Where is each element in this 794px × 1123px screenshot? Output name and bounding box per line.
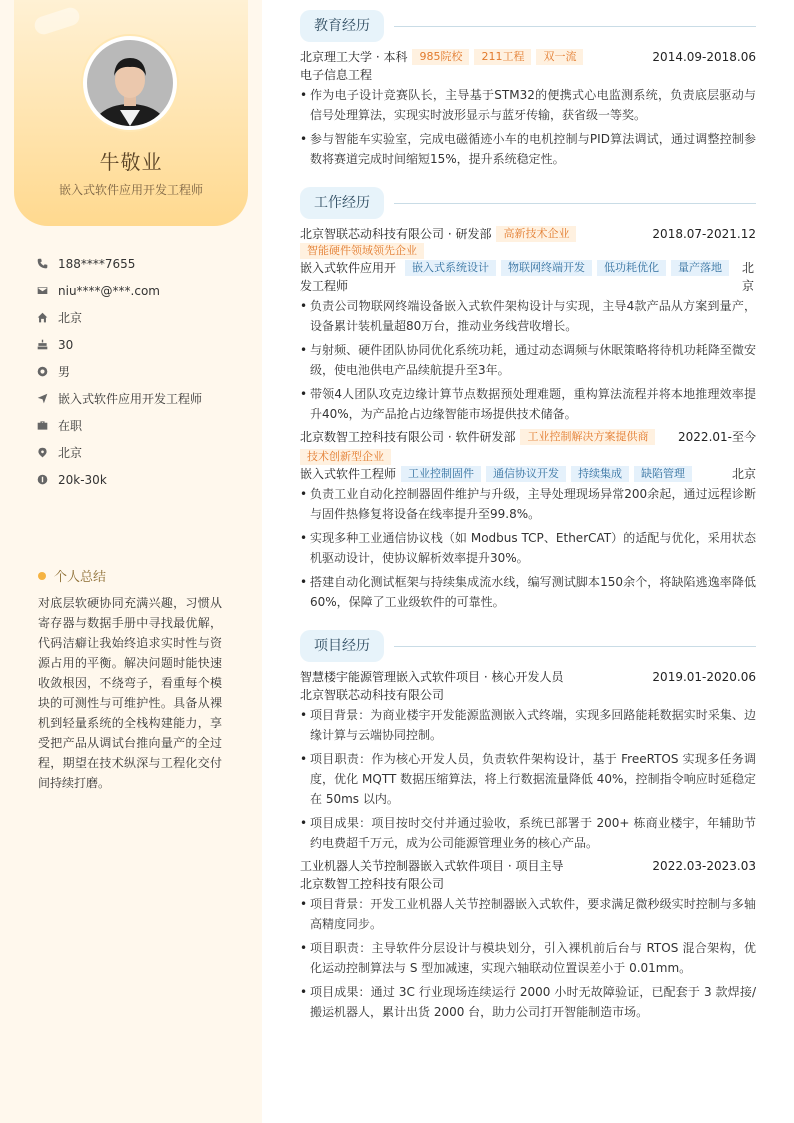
gender-value: 男 — [58, 365, 71, 379]
project-entry — [300, 857, 756, 1022]
list-item: • 实现多种工业通信协议栈（如 Modbus TCP、EtherCAT）的适配与优化，采用状态机驱动设计，使协议解析效率提升30%。 — [300, 528, 756, 568]
section-title: 项目经历 — [300, 630, 384, 662]
contact-phone — [36, 250, 246, 277]
job-date: 2022.01-至今 — [678, 430, 756, 444]
contact-gender — [36, 358, 246, 385]
job-header — [300, 428, 756, 446]
company-tag: 智能硬件领域领先企业 — [300, 243, 424, 259]
list-item: • 项目职责：主导软件分层设计与模块划分，引入裸机前后台与 RTOS 混合架构，优化运动控制算法与 S 型加减速，实现六轴联动位置误差小于 0.01mm。 — [300, 938, 756, 978]
education-bullets — [300, 85, 756, 169]
contact-email — [36, 277, 246, 304]
skill-tag: 缺陷管理 — [634, 466, 692, 482]
position-row — [300, 465, 756, 483]
company-name: 北京数智工控科技有限公司 · 软件研发部 — [300, 430, 516, 444]
job-bullets — [300, 484, 756, 612]
list-item: • 负责公司物联网终端设备嵌入式软件架构设计与实现，主导4款产品从方案到量产，设备累计装机量超80万台，推动业务线营收增长。 — [300, 296, 756, 336]
section-header — [300, 630, 756, 662]
school-name: 北京理工大学 · 本科 — [300, 50, 408, 64]
education-section — [300, 10, 756, 169]
contact-target-role — [36, 385, 246, 412]
contact-age — [36, 331, 246, 358]
salary-value: 20k-30k — [58, 472, 107, 487]
project-company: 北京智联芯动科技有限公司 — [300, 688, 445, 702]
avatar — [83, 36, 177, 130]
major: 电子信息工程 — [300, 68, 373, 82]
age-value: 30 — [58, 337, 74, 352]
home-icon — [36, 312, 48, 324]
list-item: • 参与智能车实验室，完成电磁循迹小车的电机控制与PID算法调试，通过调整控制参数将赛道完成时间缩短15%，提升系统稳定性。 — [300, 129, 756, 169]
skill-tag: 工业控制固件 — [401, 466, 481, 482]
bullet-dot — [38, 572, 46, 580]
list-item: • 项目背景：为商业楼宇开发能源监测嵌入式终端，实现多回路能耗数据实时采集、边缘计算与云端协同控制。 — [300, 705, 756, 745]
contact-list — [36, 250, 246, 493]
skill-tag: 通信协议开发 — [486, 466, 566, 482]
education-row — [300, 48, 756, 66]
list-item: • 负责工业自动化控制器固件维护与升级，主导处理现场异常200余起，通过远程诊断与固件热修复将设备在线率提升至99.8%。 — [300, 484, 756, 524]
work-section — [300, 187, 756, 612]
skill-tag: 嵌入式系统设计 — [405, 260, 496, 276]
phone-icon — [36, 258, 48, 270]
project-header — [300, 857, 756, 875]
summary-heading-text: 个人总结 — [54, 570, 107, 585]
profile-header — [14, 0, 248, 226]
decorative-shape — [32, 5, 81, 36]
sidebar — [0, 0, 262, 1123]
company-tag: 技术创新型企业 — [300, 449, 391, 465]
job-header — [300, 225, 756, 243]
skill-tag: 持续集成 — [571, 466, 629, 482]
salary-icon — [36, 474, 48, 486]
position-row — [300, 259, 756, 295]
list-item: • 与射频、硬件团队协同优化系统功耗，通过动态调频与休眠策略将待机功耗降至微安级，使电池供电产品续航提升至3年。 — [300, 340, 756, 380]
job-bullets — [300, 296, 756, 424]
main-content — [300, 10, 756, 1040]
projects-section — [300, 630, 756, 1022]
job-tags-row — [295, 449, 756, 465]
target-role-value: 嵌入式软件应用开发工程师 — [58, 392, 203, 406]
section-title: 教育经历 — [300, 10, 384, 42]
candidate-name: 牛敬业 — [99, 150, 163, 174]
gender-icon — [36, 366, 48, 378]
job-city: 北京 — [742, 261, 755, 293]
section-divider — [394, 203, 756, 204]
cake-icon — [36, 339, 48, 351]
skill-tag: 量产落地 — [671, 260, 729, 276]
project-name: 工业机器人关节控制器嵌入式软件项目 · 项目主导 — [300, 859, 564, 873]
company-tag: 高新技术企业 — [496, 226, 576, 242]
job-entry — [300, 225, 756, 424]
avatar-photo — [87, 40, 173, 126]
company-tag: 工业控制解决方案提供商 — [520, 429, 655, 445]
list-item: • 项目成果：通过 3C 行业现场连续运行 2000 小时无故障验证，已配套于 3 款焊接/搬运机器人，累计出货 2000 台，助力公司打开智能制造市场。 — [300, 982, 756, 1022]
list-item: • 项目成果：项目按时交付并通过验收，系统已部署于 200+ 栋商业楼宇，年辅助节约电费超千万元，成为公司能源管理业务的核心产品。 — [300, 813, 756, 853]
send-icon — [36, 393, 48, 405]
list-item: • 项目职责：作为核心开发人员，负责软件架构设计，基于 FreeRTOS 实现多任务调度，优化 MQTT 数据压缩算法，将上行数据流量降低 40%，控制指令响应时延稳定在 50ms 以内。 — [300, 749, 756, 809]
project-company: 北京数智工控科技有限公司 — [300, 877, 445, 891]
contact-salary — [36, 466, 246, 493]
contact-location — [36, 439, 246, 466]
contact-home — [36, 304, 246, 331]
location-value: 北京 — [58, 446, 83, 460]
status-value: 在职 — [58, 419, 83, 433]
section-divider — [394, 646, 756, 647]
list-item: • 作为电子设计竞赛队长，主导基于STM32的便携式心电监测系统，负责底层驱动与信号处理算法，实现实时波形显示与蓝牙传输，获省级一等奖。 — [300, 85, 756, 125]
school-tag: 985院校 — [412, 49, 469, 65]
list-item: • 项目背景：开发工业机器人关节控制器嵌入式软件，要求满足微秒级实时控制与多轴高精度同步。 — [300, 894, 756, 934]
project-entry — [300, 668, 756, 853]
briefcase-icon — [36, 420, 48, 432]
skill-tag: 物联网终端开发 — [501, 260, 592, 276]
project-name: 智慧楼宇能源管理嵌入式软件项目 · 核心开发人员 — [300, 670, 564, 684]
email-value: niu****@***.com — [58, 283, 160, 298]
email-icon — [36, 285, 48, 297]
job-entry — [300, 428, 756, 612]
position-title: 嵌入式软件应用开发工程师 — [300, 261, 397, 293]
home-value: 北京 — [58, 311, 83, 325]
list-item: • 搭建自动化测试框架与持续集成流水线，编写测试脚本150余个，将缺陷逃逸率降低60%，保障了工业级软件的可靠性。 — [300, 572, 756, 612]
summary-heading — [38, 566, 106, 585]
project-bullets — [300, 705, 756, 853]
project-header — [300, 668, 756, 686]
position-title: 嵌入式软件工程师 — [300, 467, 397, 481]
job-tags-row — [295, 243, 756, 259]
list-item: • 带领4人团队攻克边缘计算节点数据预处理难题，重构算法流程并将本地推理效率提升40%，为产品抢占边缘智能市场提供技术储备。 — [300, 384, 756, 424]
project-bullets — [300, 894, 756, 1022]
job-city: 北京 — [731, 467, 756, 481]
location-icon — [36, 447, 48, 459]
section-divider — [394, 26, 756, 27]
section-header — [300, 10, 756, 42]
section-title: 工作经历 — [300, 187, 384, 219]
school-tag: 双一流 — [536, 49, 583, 65]
contact-status — [36, 412, 246, 439]
company-name: 北京智联芯动科技有限公司 · 研发部 — [300, 227, 492, 241]
project-date: 2022.03-2023.03 — [652, 859, 756, 873]
job-date: 2018.07-2021.12 — [652, 227, 756, 241]
phone-value: 188****7655 — [58, 256, 136, 271]
candidate-title: 嵌入式软件应用开发工程师 — [58, 183, 203, 197]
school-tag: 211工程 — [474, 49, 531, 65]
summary-text: 对底层软硬协同充满兴趣，习惯从寄存器与数据手册中寻找最优解，代码洁癖让我始终追求实时性与资源占用的平衡。解决问题时能快速收敛根因，不绕弯子，看重每个模块的可测性与可维护性。具备从裸机到轻量系统的全栈构建能力，享受把产品从调试台推向量产的全过程，期望在技术纵深与工程化交付间持续打磨。 — [38, 596, 222, 790]
skill-tag: 低功耗优化 — [597, 260, 666, 276]
section-header — [300, 187, 756, 219]
project-date: 2019.01-2020.06 — [652, 670, 756, 684]
education-date: 2014.09-2018.06 — [652, 50, 756, 64]
